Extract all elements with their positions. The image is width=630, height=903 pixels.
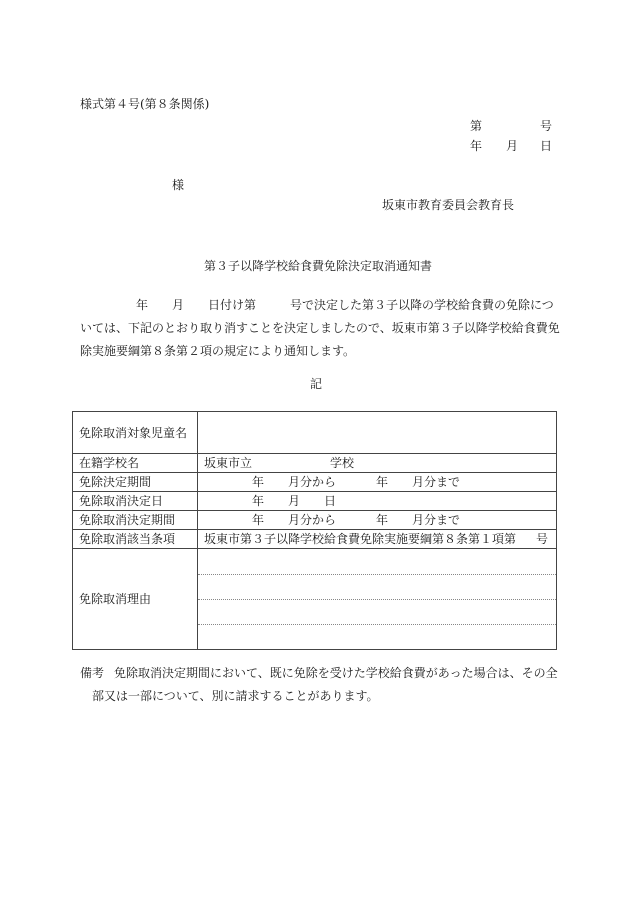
reason-line[interactable]: [198, 575, 556, 600]
body-day-text: 日付け第: [208, 298, 257, 312]
remark-label: 備考: [80, 666, 105, 680]
reason-line[interactable]: [198, 600, 556, 625]
table-row: [73, 549, 557, 650]
table-row: [73, 530, 557, 549]
school-prefix: 坂東市立: [204, 456, 253, 470]
body-line1-rest: 号で決定した第３子以降の学校給食費の免除につ: [290, 298, 554, 312]
row-label-school: 在籍学校名: [73, 454, 198, 473]
reason-line[interactable]: [198, 550, 556, 575]
row-label-exemption-period: 免除決定期間: [73, 473, 198, 492]
period-to-year: 年: [376, 475, 389, 489]
child-name-field[interactable]: [198, 412, 557, 454]
remark-text-1: 免除取消決定期間において、既に免除を受けた学校給食費があった場合は、その全: [114, 666, 558, 680]
clause-field[interactable]: [198, 530, 557, 549]
document-title: 第３子以降学校給食費免除決定取消通知書: [204, 259, 433, 273]
period-from-year: 年: [252, 475, 265, 489]
row-label-clause: 免除取消該当条項: [73, 530, 198, 549]
cancel-period-from-year: 年: [252, 513, 265, 527]
period-from-month: 月分から: [288, 475, 337, 489]
exemption-period-field[interactable]: [198, 473, 557, 492]
cancel-date-year: 年: [252, 494, 265, 508]
clause-text: 坂東市第３子以降学校給食費免除実施要綱第８条第１項第: [204, 532, 517, 546]
date-day: 日: [540, 139, 553, 153]
cancel-period-to-year: 年: [376, 513, 389, 527]
cancel-date-month: 月: [288, 494, 301, 508]
remark-line-1: [80, 662, 558, 685]
body-paragraph: [80, 294, 560, 363]
period-to-month: 月分まで: [412, 475, 461, 489]
table-row: [73, 473, 557, 492]
table-row: [73, 412, 557, 454]
cancel-period-field[interactable]: [198, 511, 557, 530]
row-label-child-name: 免除取消対象児童名: [73, 412, 198, 454]
cancel-date-day: 日: [324, 494, 337, 508]
row-label-reason: 免除取消理由: [73, 549, 198, 650]
row-label-cancel-period: 免除取消決定期間: [73, 511, 198, 530]
body-line-3: 除実施要綱第８条第２項の規定により通知します。: [80, 344, 356, 358]
cancel-period-to-month: 月分まで: [412, 513, 461, 527]
table-row: [73, 511, 557, 530]
form-number: 様式第４号(第８条関係): [80, 97, 210, 111]
recipient-suffix: 様: [172, 178, 185, 192]
table-row: [73, 454, 557, 473]
row-label-cancel-date: 免除取消決定日: [73, 492, 198, 511]
body-line-1: [80, 294, 552, 317]
school-suffix: 学校: [330, 456, 355, 470]
cancel-date-field[interactable]: [198, 492, 557, 511]
date-year: 年: [470, 139, 483, 153]
cancel-period-from-month: 月分から: [288, 513, 337, 527]
table-row: [73, 492, 557, 511]
ki-heading: 記: [310, 377, 323, 391]
document-number-suffix: 号: [540, 119, 553, 133]
body-year: 年: [136, 298, 149, 312]
remark-block: [80, 662, 558, 708]
date-month: 月: [506, 139, 519, 153]
reason-line[interactable]: [198, 625, 556, 649]
school-name-field[interactable]: [198, 454, 557, 473]
cancellation-details-table: [72, 411, 557, 650]
clause-suffix: 号: [536, 532, 549, 546]
document-number-prefix: 第: [470, 119, 483, 133]
body-line-2: いては、下記のとおり取り消すことを決定しましたので、坂東市第３子以降学校給食費免: [80, 321, 560, 335]
body-month: 月: [172, 298, 185, 312]
reason-field[interactable]: [198, 549, 557, 650]
remark-text-2: 部又は一部について、別に請求することがあります。: [92, 689, 379, 703]
issuer-name: 坂東市教育委員会教育長: [382, 198, 515, 212]
